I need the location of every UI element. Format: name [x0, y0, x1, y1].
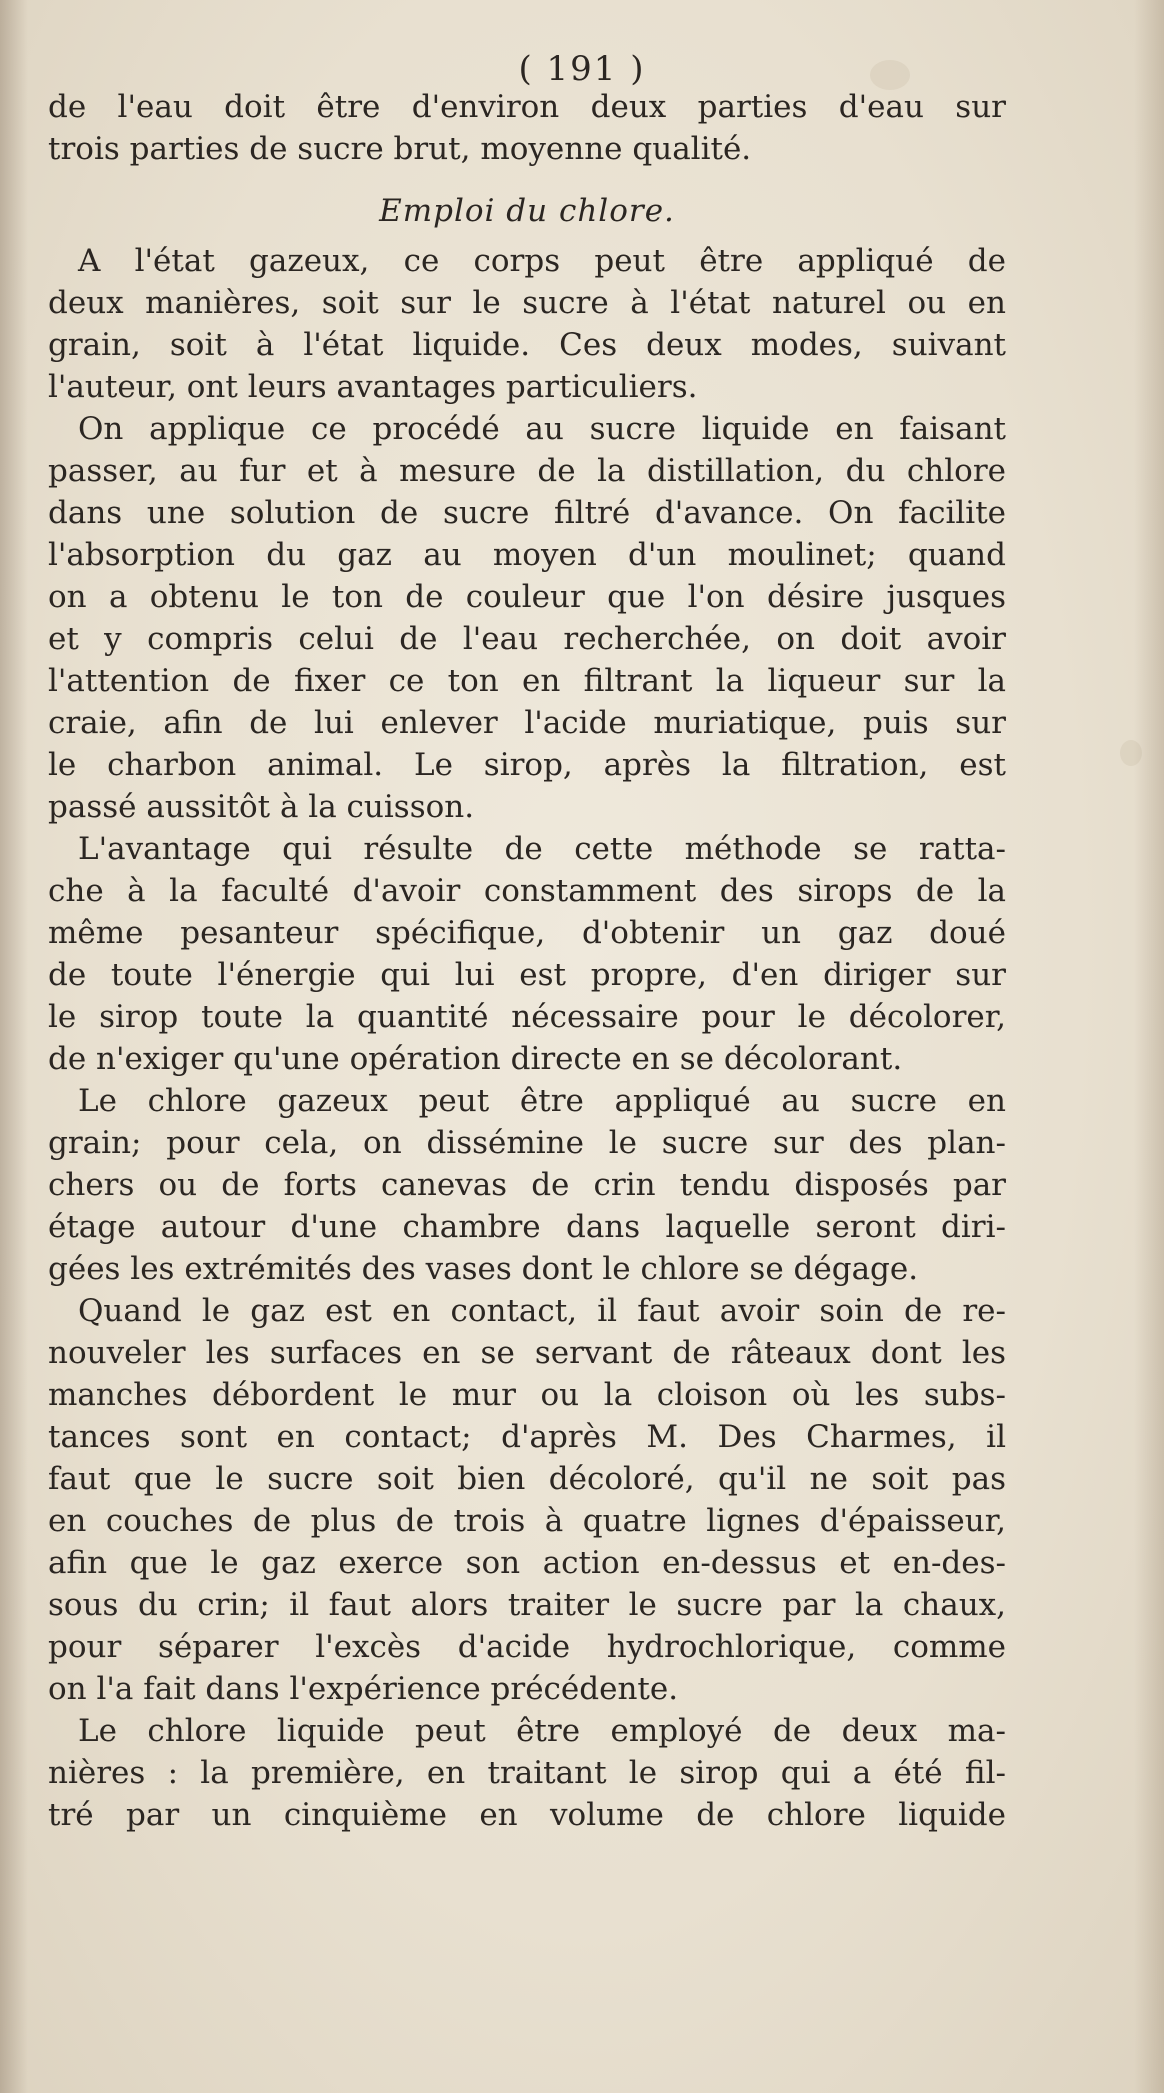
- page-number: ( 191 ): [518, 49, 646, 89]
- text-line: pour séparer l'excès d'acide hydrochlorique, comme: [48, 1629, 1006, 1665]
- text-line: l'absorption du gaz au moyen d'un moulinet; quand: [48, 537, 1006, 573]
- text-line: L'avantage qui résulte de cette méthode se ratta-: [78, 831, 1006, 867]
- text-line: Le chlore gazeux peut être appliqué au sucre en: [78, 1083, 1006, 1119]
- body-text: [48, 86, 1006, 1836]
- text-line: le sirop toute la quantité nécessaire pour le décolorer,: [48, 999, 1006, 1035]
- text-line: on l'a fait dans l'expérience précédente.: [48, 1671, 679, 1707]
- text-line: de n'exiger qu'une opération directe en se décolorant.: [48, 1041, 903, 1077]
- text-line: nouveler les surfaces en se servant de râteaux dont les: [48, 1335, 1006, 1371]
- text-line: On applique ce procédé au sucre liquide en faisant: [78, 411, 1006, 447]
- text-line: craie, afin de lui enlever l'acide muriatique, puis sur: [48, 705, 1006, 741]
- text-line: et y compris celui de l'eau recherchée, on doit avoir: [48, 621, 1006, 657]
- text-line: en couches de plus de trois à quatre lignes d'épaisseur,: [48, 1503, 1006, 1539]
- text-line: sous du crin; il faut alors traiter le sucre par la chaux,: [48, 1587, 1006, 1623]
- text-line: nières : la première, en traitant le sirop qui a été fil-: [48, 1755, 1006, 1791]
- text-line: de l'eau doit être d'environ deux parties d'eau sur: [48, 89, 1006, 125]
- paper-stain: [1120, 740, 1142, 766]
- page-edge-shadow: [1134, 0, 1164, 2093]
- text-line: tré par un cinquième en volume de chlore liquide: [48, 1797, 1006, 1833]
- text-line: trois parties de sucre brut, moyenne qualité.: [48, 131, 752, 167]
- text-line: Le chlore liquide peut être employé de deux ma-: [78, 1713, 1006, 1749]
- section-heading: Emploi du chlore.: [379, 193, 675, 229]
- text-line: passé aussitôt à la cuisson.: [48, 789, 475, 825]
- text-line: même pesanteur spécifique, d'obtenir un gaz doué: [48, 915, 1006, 951]
- text-line: étage autour d'une chambre dans laquelle seront diri-: [48, 1209, 1006, 1245]
- text-line: deux manières, soit sur le sucre à l'état naturel ou en: [48, 285, 1006, 321]
- text-line: on a obtenu le ton de couleur que l'on désire jusques: [48, 579, 1006, 615]
- text-line: le charbon animal. Le sirop, après la filtration, est: [48, 747, 1006, 783]
- text-line: chers ou de forts canevas de crin tendu disposés par: [48, 1167, 1006, 1203]
- text-line: gées les extrémités des vases dont le chlore se dégage.: [48, 1251, 919, 1287]
- text-line: grain, soit à l'état liquide. Ces deux modes, suivant: [48, 327, 1006, 363]
- text-line: l'auteur, ont leurs avantages particuliers.: [48, 369, 698, 405]
- text-line: grain; pour cela, on dissémine le sucre sur des plan-: [48, 1125, 1006, 1161]
- text-line: l'attention de fixer ce ton en filtrant la liqueur sur la: [48, 663, 1006, 699]
- text-line: passer, au fur et à mesure de la distillation, du chlore: [48, 453, 1006, 489]
- text-line: A l'état gazeux, ce corps peut être appliqué de: [78, 243, 1006, 279]
- text-line: tances sont en contact; d'après M. Des Charmes, il: [48, 1419, 1006, 1455]
- text-line: dans une solution de sucre filtré d'avance. On facilite: [48, 495, 1006, 531]
- text-line: manches débordent le mur ou la cloison où les subs-: [48, 1377, 1006, 1413]
- text-line: de toute l'énergie qui lui est propre, d'en diriger sur: [48, 957, 1006, 993]
- text-line: faut que le sucre soit bien décoloré, qu'il ne soit pas: [48, 1461, 1006, 1497]
- binding-shadow: [0, 0, 28, 2093]
- text-line: afin que le gaz exerce son action en-dessus et en-des-: [48, 1545, 1006, 1581]
- text-line: che à la faculté d'avoir constamment des sirops de la: [48, 873, 1006, 909]
- text-line: Quand le gaz est en contact, il faut avoir soin de re-: [78, 1293, 1006, 1329]
